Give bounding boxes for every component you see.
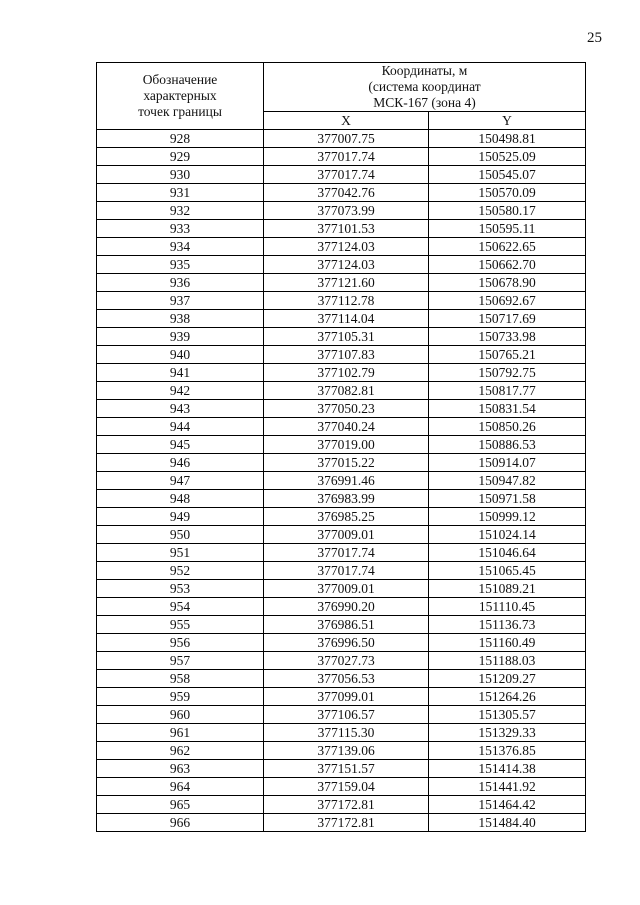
point-number-cell: 947	[97, 472, 264, 490]
table-body	[97, 130, 586, 832]
point-number-cell: 937	[97, 292, 264, 310]
table-row	[97, 382, 586, 400]
point-number-cell: 931	[97, 184, 264, 202]
x-coordinate-cell: 377124.03	[264, 238, 429, 256]
y-coordinate-cell: 150765.21	[429, 346, 586, 364]
x-coordinate-cell: 377172.81	[264, 796, 429, 814]
point-number-cell: 940	[97, 346, 264, 364]
point-number-cell: 949	[97, 508, 264, 526]
point-number-cell: 954	[97, 598, 264, 616]
point-number-cell: 957	[97, 652, 264, 670]
y-coordinate-cell: 150886.53	[429, 436, 586, 454]
table-header	[97, 63, 586, 130]
table-row	[97, 418, 586, 436]
x-coordinate-cell: 377139.06	[264, 742, 429, 760]
point-number-cell: 939	[97, 328, 264, 346]
point-number-cell: 929	[97, 148, 264, 166]
y-coordinate-cell: 151160.49	[429, 634, 586, 652]
y-coordinate-cell: 151065.45	[429, 562, 586, 580]
point-number-cell: 942	[97, 382, 264, 400]
x-coordinate-cell: 377040.24	[264, 418, 429, 436]
x-coordinate-cell: 376991.46	[264, 472, 429, 490]
y-coordinate-cell: 151264.26	[429, 688, 586, 706]
y-coordinate-cell: 150947.82	[429, 472, 586, 490]
point-number-cell: 952	[97, 562, 264, 580]
point-number-cell: 930	[97, 166, 264, 184]
x-coordinate-cell: 377017.74	[264, 166, 429, 184]
table-row	[97, 616, 586, 634]
x-coordinate-cell: 377151.57	[264, 760, 429, 778]
x-coordinate-cell: 377121.60	[264, 274, 429, 292]
x-coordinate-cell: 377007.75	[264, 130, 429, 148]
y-coordinate-cell: 150831.54	[429, 400, 586, 418]
y-coordinate-cell: 150717.69	[429, 310, 586, 328]
x-coordinate-cell: 377009.01	[264, 580, 429, 598]
y-coordinate-cell: 150999.12	[429, 508, 586, 526]
x-coordinate-cell: 377017.74	[264, 148, 429, 166]
table-row	[97, 814, 586, 832]
y-coordinate-cell: 150570.09	[429, 184, 586, 202]
y-coordinate-cell: 150580.17	[429, 202, 586, 220]
coordinates-table	[96, 62, 586, 832]
x-coordinate-cell: 377099.01	[264, 688, 429, 706]
x-coordinate-cell: 376986.51	[264, 616, 429, 634]
point-number-cell: 934	[97, 238, 264, 256]
point-number-cell: 966	[97, 814, 264, 832]
point-number-cell: 948	[97, 490, 264, 508]
point-number-cell: 960	[97, 706, 264, 724]
x-coordinate-cell: 377159.04	[264, 778, 429, 796]
table-row	[97, 148, 586, 166]
y-coordinate-cell: 151414.38	[429, 760, 586, 778]
table-row	[97, 526, 586, 544]
table-row	[97, 490, 586, 508]
x-coordinate-cell: 377027.73	[264, 652, 429, 670]
table-row	[97, 670, 586, 688]
point-number-cell: 962	[97, 742, 264, 760]
table-row	[97, 562, 586, 580]
point-number-cell: 943	[97, 400, 264, 418]
x-coordinate-cell: 377102.79	[264, 364, 429, 382]
x-coordinate-cell: 377107.83	[264, 346, 429, 364]
point-header-line: характерных	[143, 88, 217, 103]
x-coordinate-cell: 377115.30	[264, 724, 429, 742]
table-row	[97, 436, 586, 454]
point-number-cell: 936	[97, 274, 264, 292]
x-coordinate-cell: 376983.99	[264, 490, 429, 508]
table-row	[97, 292, 586, 310]
y-coordinate-cell: 151110.45	[429, 598, 586, 616]
table-row	[97, 400, 586, 418]
table-row	[97, 310, 586, 328]
y-coordinate-cell: 151188.03	[429, 652, 586, 670]
table-row	[97, 580, 586, 598]
x-coordinate-cell: 377112.78	[264, 292, 429, 310]
table-row	[97, 688, 586, 706]
y-coordinate-cell: 150792.75	[429, 364, 586, 382]
point-number-cell: 963	[97, 760, 264, 778]
coordinates-column-header	[264, 63, 586, 112]
page-number: 25	[587, 30, 602, 46]
x-coordinate-cell: 377124.03	[264, 256, 429, 274]
y-coordinate-cell: 150595.11	[429, 220, 586, 238]
table-row	[97, 598, 586, 616]
point-number-cell: 953	[97, 580, 264, 598]
x-coordinate-cell: 377017.74	[264, 544, 429, 562]
y-coordinate-cell: 150971.58	[429, 490, 586, 508]
y-coordinate-cell: 150692.67	[429, 292, 586, 310]
table-row	[97, 508, 586, 526]
x-coordinate-cell: 376990.20	[264, 598, 429, 616]
table-row	[97, 724, 586, 742]
point-number-cell: 955	[97, 616, 264, 634]
y-coordinate-cell: 151441.92	[429, 778, 586, 796]
point-number-cell: 950	[97, 526, 264, 544]
point-number-cell: 933	[97, 220, 264, 238]
table-row	[97, 328, 586, 346]
y-coordinate-cell: 151209.27	[429, 670, 586, 688]
point-number-cell: 956	[97, 634, 264, 652]
table-row	[97, 202, 586, 220]
y-coordinate-cell: 150914.07	[429, 454, 586, 472]
point-number-cell: 951	[97, 544, 264, 562]
y-coordinate-cell: 151305.57	[429, 706, 586, 724]
y-coordinate-cell: 151089.21	[429, 580, 586, 598]
table-row	[97, 706, 586, 724]
table-row	[97, 364, 586, 382]
x-coordinate-cell: 376996.50	[264, 634, 429, 652]
y-coordinate-cell: 151464.42	[429, 796, 586, 814]
table-row	[97, 130, 586, 148]
table-row	[97, 166, 586, 184]
x-coordinate-cell: 377009.01	[264, 526, 429, 544]
table-row	[97, 346, 586, 364]
y-coordinate-cell: 150525.09	[429, 148, 586, 166]
point-number-cell: 938	[97, 310, 264, 328]
x-coordinate-cell: 377106.57	[264, 706, 429, 724]
point-number-cell: 961	[97, 724, 264, 742]
table-row	[97, 760, 586, 778]
y-coordinate-cell: 150817.77	[429, 382, 586, 400]
y-coordinate-cell: 150662.70	[429, 256, 586, 274]
x-coordinate-cell: 377105.31	[264, 328, 429, 346]
table-row	[97, 256, 586, 274]
x-coordinate-cell: 377015.22	[264, 454, 429, 472]
y-coordinate-cell: 151024.14	[429, 526, 586, 544]
x-column-header: X	[264, 112, 429, 130]
table-row	[97, 274, 586, 292]
coord-header-line: Координаты, м	[381, 63, 468, 78]
y-coordinate-cell: 150733.98	[429, 328, 586, 346]
table-row	[97, 796, 586, 814]
point-column-header	[97, 63, 264, 130]
x-coordinate-cell: 376985.25	[264, 508, 429, 526]
x-coordinate-cell: 377101.53	[264, 220, 429, 238]
point-number-cell: 944	[97, 418, 264, 436]
y-coordinate-cell: 150545.07	[429, 166, 586, 184]
x-coordinate-cell: 377172.81	[264, 814, 429, 832]
point-header-line: Обозначение	[142, 72, 218, 87]
point-number-cell: 928	[97, 130, 264, 148]
x-coordinate-cell: 377082.81	[264, 382, 429, 400]
y-coordinate-cell: 151376.85	[429, 742, 586, 760]
coord-header-line: МСК-167 (зона 4)	[373, 95, 476, 110]
x-coordinate-cell: 377114.04	[264, 310, 429, 328]
point-header-line: точек границы	[138, 104, 222, 119]
point-number-cell: 932	[97, 202, 264, 220]
table-row	[97, 184, 586, 202]
point-number-cell: 935	[97, 256, 264, 274]
table-row	[97, 544, 586, 562]
x-coordinate-cell: 377019.00	[264, 436, 429, 454]
table-row	[97, 220, 586, 238]
table-row	[97, 238, 586, 256]
y-column-header: Y	[429, 112, 586, 130]
x-coordinate-cell: 377017.74	[264, 562, 429, 580]
x-coordinate-cell: 377050.23	[264, 400, 429, 418]
point-number-cell: 946	[97, 454, 264, 472]
y-coordinate-cell: 150850.26	[429, 418, 586, 436]
table-row	[97, 742, 586, 760]
table-row	[97, 454, 586, 472]
y-coordinate-cell: 151484.40	[429, 814, 586, 832]
point-number-cell: 965	[97, 796, 264, 814]
point-number-cell: 959	[97, 688, 264, 706]
y-coordinate-cell: 150622.65	[429, 238, 586, 256]
y-coordinate-cell: 151046.64	[429, 544, 586, 562]
x-coordinate-cell: 377073.99	[264, 202, 429, 220]
table-row	[97, 472, 586, 490]
point-number-cell: 941	[97, 364, 264, 382]
x-coordinate-cell: 377056.53	[264, 670, 429, 688]
table-row	[97, 652, 586, 670]
table-row	[97, 634, 586, 652]
point-number-cell: 964	[97, 778, 264, 796]
table-row	[97, 778, 586, 796]
y-coordinate-cell: 150498.81	[429, 130, 586, 148]
point-number-cell: 958	[97, 670, 264, 688]
coord-header-line: (система координат	[368, 79, 481, 94]
y-coordinate-cell: 150678.90	[429, 274, 586, 292]
y-coordinate-cell: 151329.33	[429, 724, 586, 742]
x-coordinate-cell: 377042.76	[264, 184, 429, 202]
point-number-cell: 945	[97, 436, 264, 454]
y-coordinate-cell: 151136.73	[429, 616, 586, 634]
